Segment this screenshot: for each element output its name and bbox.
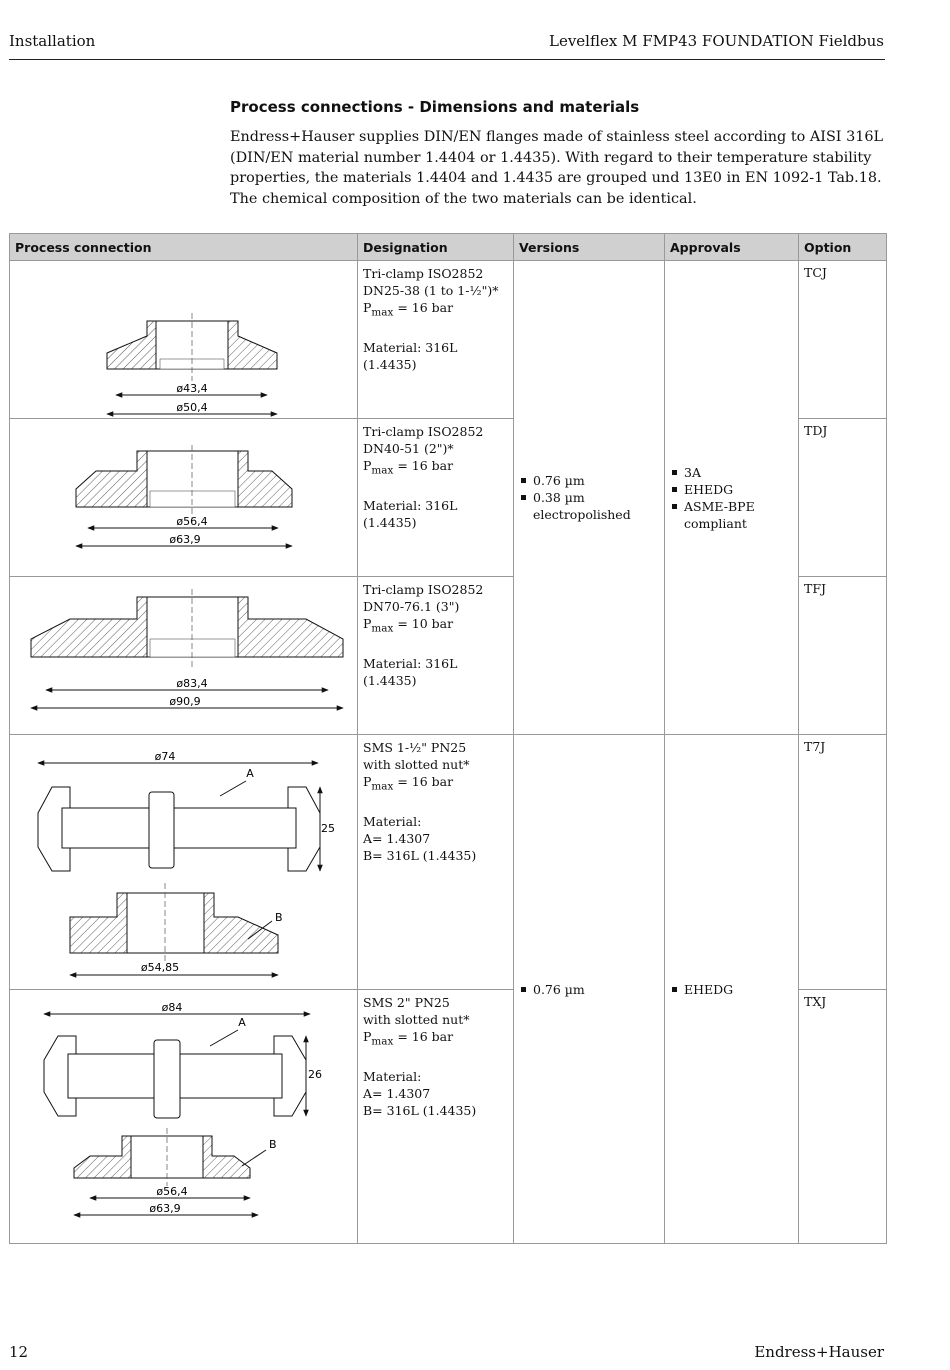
part-label: A [246,767,254,780]
header-product: Levelflex M FMP43 FOUNDATION Fieldbus [548,32,884,50]
designation-line: Tri-clamp ISO2852 [363,266,484,281]
col-header-designation: Designation [358,234,514,261]
dim-label: ø84 [161,1001,183,1014]
col-header-process-connection: Process connection [10,234,358,261]
dim-label: ø63,9 [169,533,201,546]
version-item: 0.76 µm [519,472,659,489]
option-cell: TCJ [799,261,887,419]
header-section: Installation [9,32,96,50]
designation-line: with slotted nut* [363,1012,470,1027]
approval-item: ASME-BPE compliant [670,498,793,532]
option-cell: TXJ [799,990,887,1244]
material-line: A= 1.4307 [363,830,431,846]
tri-clamp-dn25-drawing [10,261,358,417]
part-label: A [238,1016,246,1029]
designation-line: Tri-clamp ISO2852 [363,424,484,439]
designation-cell [358,735,514,990]
approval-item: EHEDG [670,481,793,498]
dim-label: 25 [321,822,335,835]
drawing-cell [10,261,358,419]
drawing-cell [10,735,358,990]
tri-clamp-dn70-drawing [10,577,358,733]
col-header-approvals: Approvals [665,234,799,261]
table-row [10,261,887,419]
dim-label: ø63,9 [149,1202,181,1215]
approval-item: 3A [670,464,793,481]
material-line: B= 316L (1.4435) [363,847,477,863]
material-line: Material: [363,813,422,829]
material-line: Material: 316L (1.4435) [363,655,458,688]
approvals-cell [665,261,799,735]
dim-label: ø54,85 [140,961,180,974]
sms-2-drawing [10,990,358,1242]
dim-label: ø83,4 [176,677,208,690]
dim-label: ø56,4 [156,1185,188,1198]
version-item: 0.38 µm electropolished [519,489,659,523]
versions-cell [514,261,665,735]
material-line: Material: 316L (1.4435) [363,339,458,372]
drawing-cell [10,990,358,1244]
material-line: B= 316L (1.4435) [363,1102,477,1118]
dim-label: ø74 [154,750,176,763]
process-connections-table [9,233,887,1244]
pressure-line: $P_{max} = 16$ bar [363,300,454,319]
dim-label: 26 [308,1068,322,1081]
designation-line: SMS 2" PN25 [363,995,450,1010]
drawing-cell [10,577,358,735]
section-title: Process connections - Dimensions and materials [230,98,640,116]
approval-item: EHEDG [670,981,793,998]
option-cell: TFJ [799,577,887,735]
option-cell: T7J [799,735,887,990]
versions-cell [514,735,665,1244]
footer-brand: Endress+Hauser [754,1343,884,1361]
intro-paragraph: Endress+Hauser supplies DIN/EN flanges made of stainless steel according to AISI 316L (DIN/EN material number 1.4404 or 1.4435). With regard to their temperature stability properties, the materials 1.4404 and 1.4435 are grouped und 13E0 in EN 1092-1 Tab.18. The chemical composition of the two materials can be identical. [230,129,884,207]
designation-cell [358,261,514,419]
material-line: Material: [363,1068,422,1084]
designation-line: DN25-38 (1 to 1-½")* [363,283,499,298]
sms-1-5-drawing [10,735,358,988]
drawing-cell [10,419,358,577]
part-label: B [275,911,283,924]
tri-clamp-dn40-drawing [10,419,358,575]
part-label: B [269,1138,277,1151]
material-line: A= 1.4307 [363,1085,431,1101]
pressure-line: $P_{max} = 16$ bar [363,458,454,477]
dim-label: ø90,9 [169,695,201,708]
designation-line: SMS 1-½" PN25 [363,740,467,755]
dim-label: ø50,4 [176,401,208,414]
designation-line: DN70-76.1 (3") [363,599,460,614]
table-row [10,735,887,990]
dim-label: ø56,4 [176,515,208,528]
header-rule [9,59,885,60]
version-item: 0.76 µm [519,981,659,998]
designation-cell [358,577,514,735]
col-header-versions: Versions [514,234,665,261]
designation-cell [358,419,514,577]
dim-label: ø43,4 [176,382,208,395]
pressure-line: $P_{max} = 16$ bar [363,1029,454,1048]
designation-line: with slotted nut* [363,757,470,772]
table-header-row [10,234,887,261]
designation-cell [358,990,514,1244]
pressure-line: $P_{max} = 16$ bar [363,774,454,793]
col-header-option: Option [799,234,887,261]
designation-line: Tri-clamp ISO2852 [363,582,484,597]
designation-line: DN40-51 (2")* [363,441,454,456]
material-line: Material: 316L (1.4435) [363,497,458,530]
option-cell: TDJ [799,419,887,577]
pressure-line: $P_{max} = 10$ bar [363,616,454,635]
page-number: 12 [9,1343,29,1361]
approvals-cell [665,735,799,1244]
